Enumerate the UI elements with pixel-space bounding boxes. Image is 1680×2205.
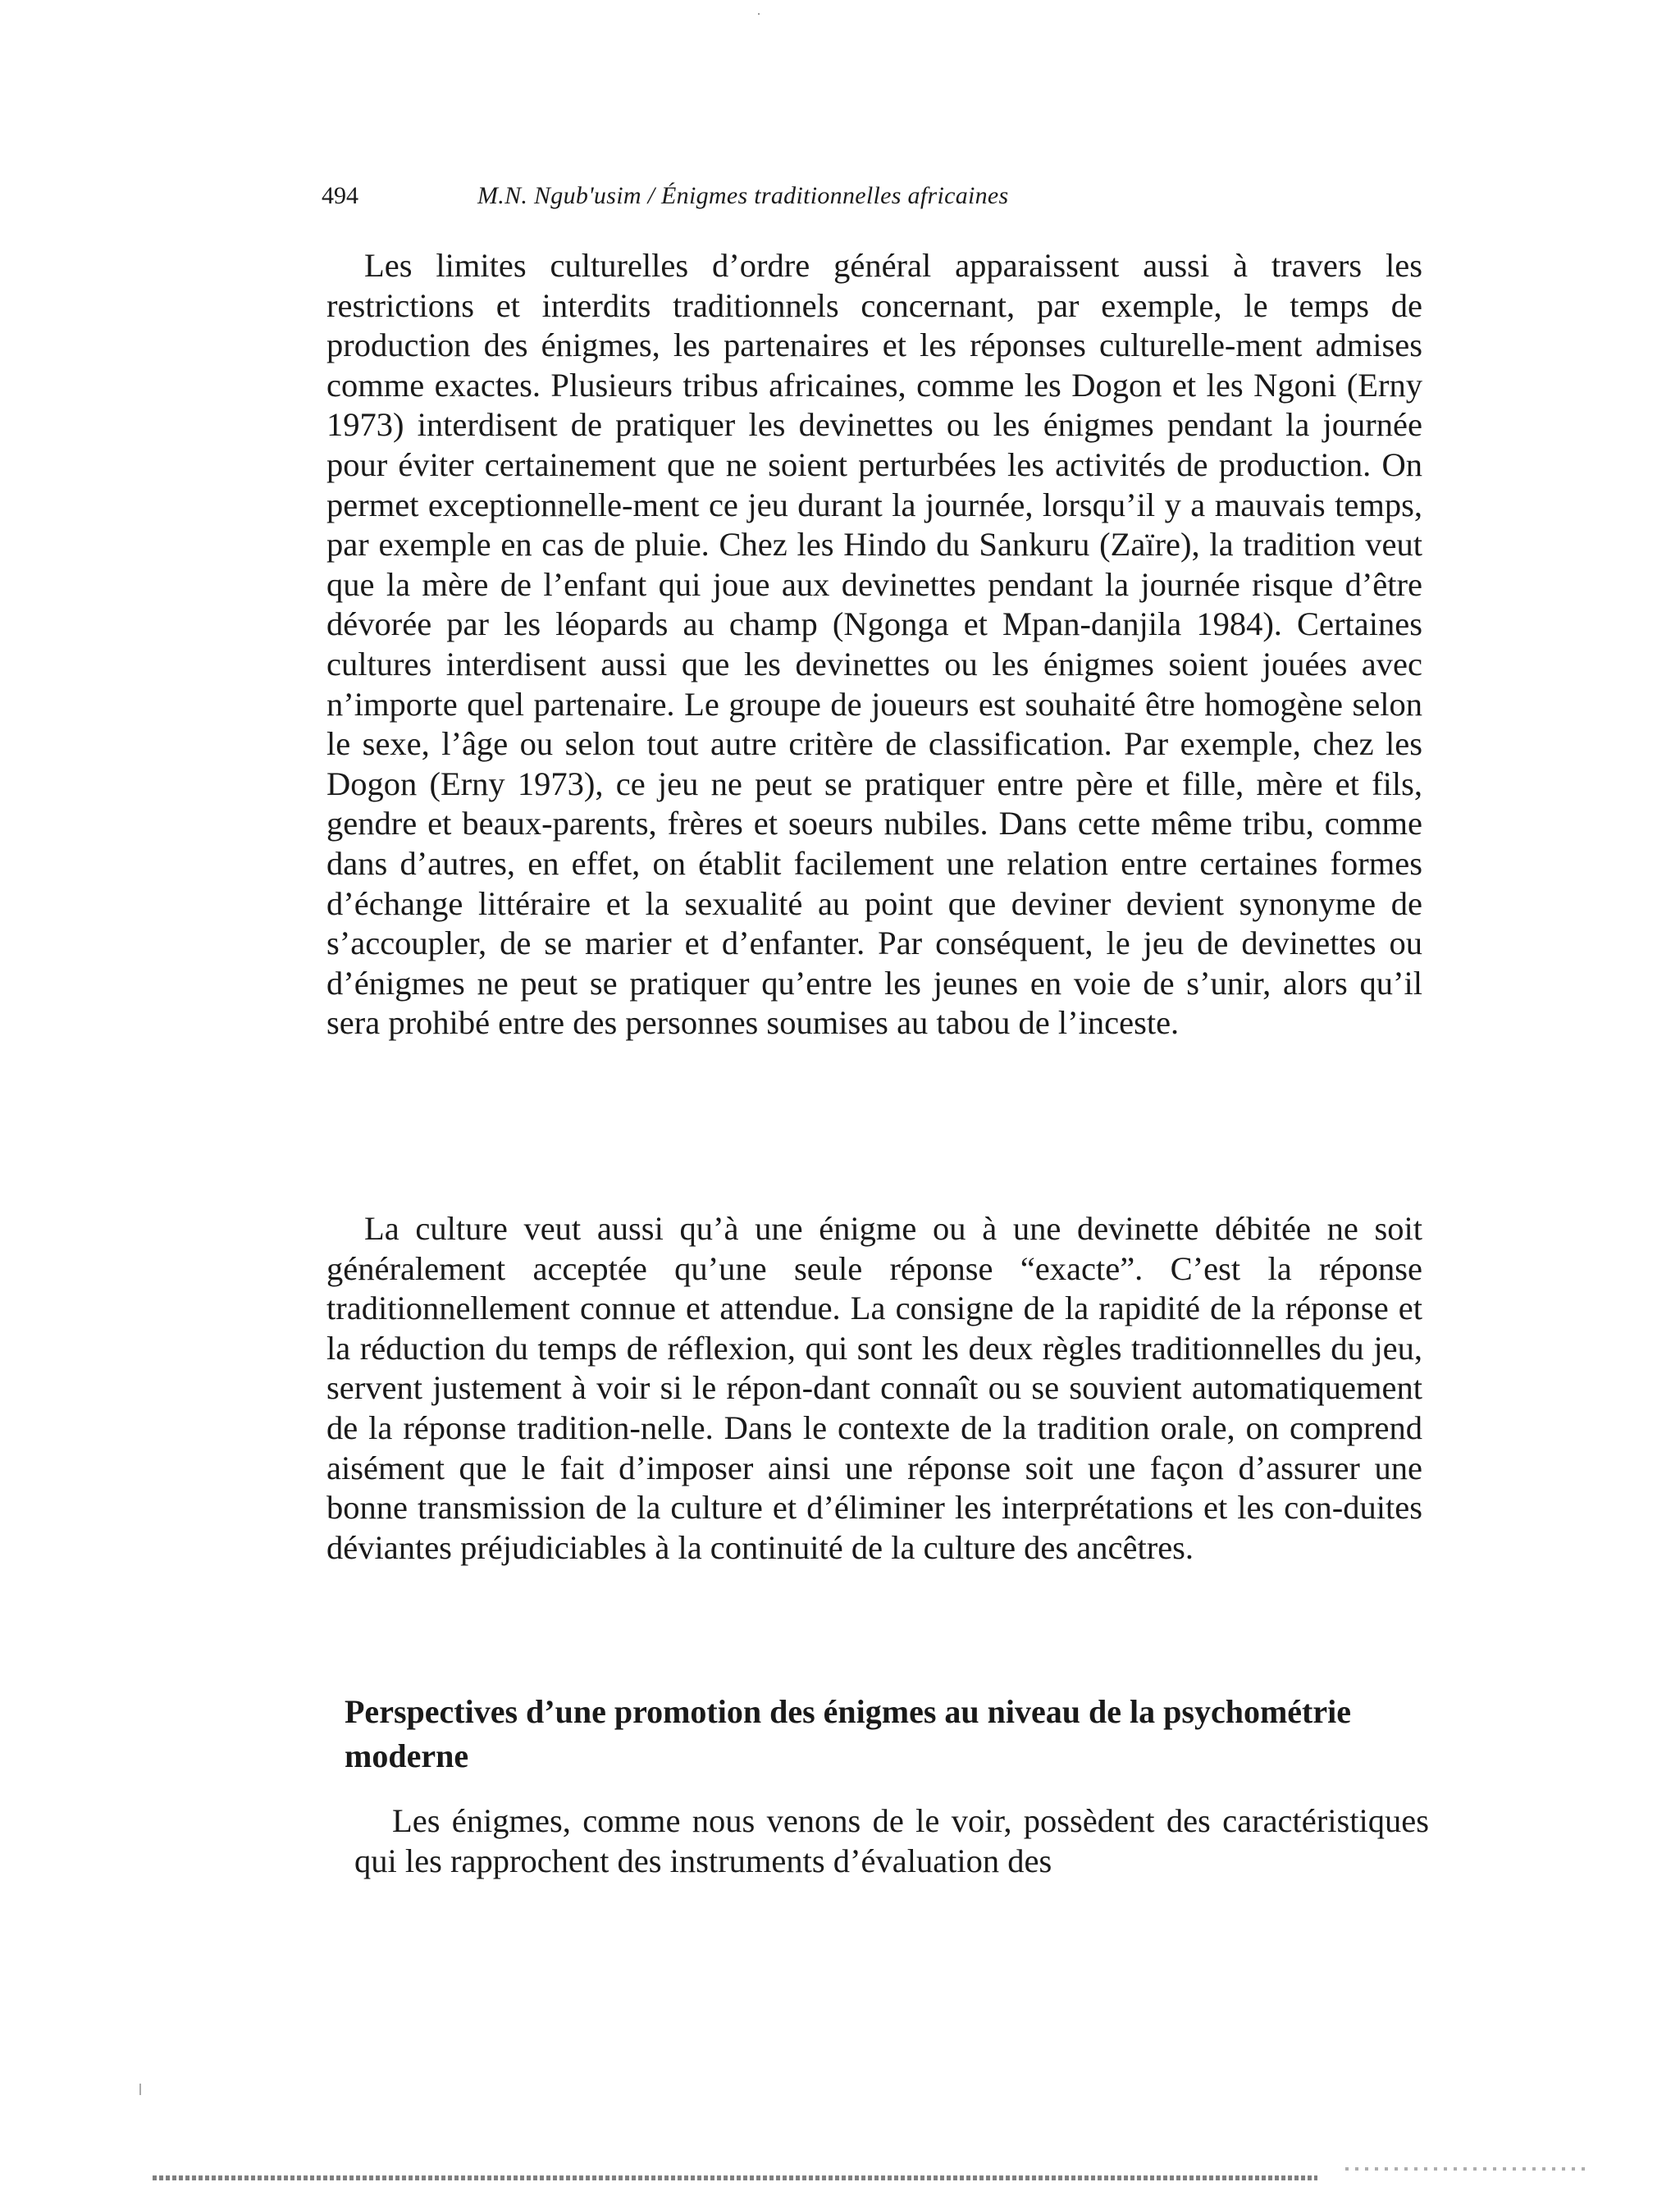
running-header [322,179,1454,220]
page-number: 494 [322,182,358,209]
running-title: M.N. Ngub'usim / Énigmes traditionnelles africaines [477,182,1009,209]
section-heading: Perspectives d’une promotion des énigmes au niveau de la psychométrie moderne [345,1693,1351,1774]
scan-edge-artifact [153,2175,1317,2180]
scan-speck [139,2084,141,2095]
body-paragraph-2: La culture veut aussi qu’à une énigme ou à une devinette débitée ne soit généralement acceptée qu’une seule réponse “exacte”. C’est la réponse traditionnellement connue et attendue. La consigne de la rapidité de la réponse et la réduction du temps de réflexion, qui sont les deux règles traditionnelles du jeu, servent justement à voir si le répon-dant connaît ou se souvient automatiquement de la réponse tradition-nelle. Dans le contexte de la tradition orale, on comprend aisément que le fait d’imposer ainsi une réponse soit une façon d’assurer une bonne transmission de la culture et d’éliminer les interprétations et les con-duites déviantes préjudiciables à la continuité de la culture des ancêtres. [326,1210,1422,1566]
body-paragraph-1: Les limites culturelles d’ordre général apparaissent aussi à travers les restrictions et interdits traditionnels concernant, par exemple, le temps de production des énigmes, les partenaires et les réponses culturelle-ment admises comme exactes. Plusieurs tribus africaines, comme les Dogon et les Ngoni (Erny 1973) interdisent de pratiquer les devinettes ou les énigmes pendant la journée pour éviter certainement que ne soient perturbées les activités de production. On permet exceptionnelle-ment ce jeu durant la journée, lorsqu’il y a mauvais temps, par exemple en cas de pluie. Chez les Hindo du Sankuru (Zaïre), la tradition veut que la mère de l’enfant qui joue aux devinettes pendant la journée risque d’être dévorée par les léopards au champ (Ngonga et Mpan-danjila 1984). Certaines cultures interdisent aussi que les devinettes ou les énigmes soient jouées avec n’importe quel partenaire. Le groupe de joueurs est souhaité être homogène selon le sexe, l’âge ou selon tout autre critère de classification. Par exemple, chez les Dogon (Erny 1973), ce jeu ne peut se pratiquer entre père et fille, mère et fils, gendre et beaux-parents, frères et soeurs nubiles. Dans cette même tribu, comme dans d’autres, en effet, on établit facilement une relation entre certaines formes d’échange littéraire et la sexualité au point que deviner devient synonyme de s’accoupler, de se marier et d’enfanter. Par conséquent, le jeu de devinettes ou d’énigmes ne peut se pratiquer qu’entre les jeunes en voie de s’unir, alors qu’il sera prohibé entre des personnes soumises au tabou de l’inceste. [326,247,1422,1042]
scan-dotted-artifact [1345,2167,1591,2171]
section-paragraph: Les énigmes, comme nous venons de le voir, possèdent des caractéristiques qui les rapprochent des instruments d’évaluation des [354,1802,1429,1879]
scan-speck [758,13,760,15]
